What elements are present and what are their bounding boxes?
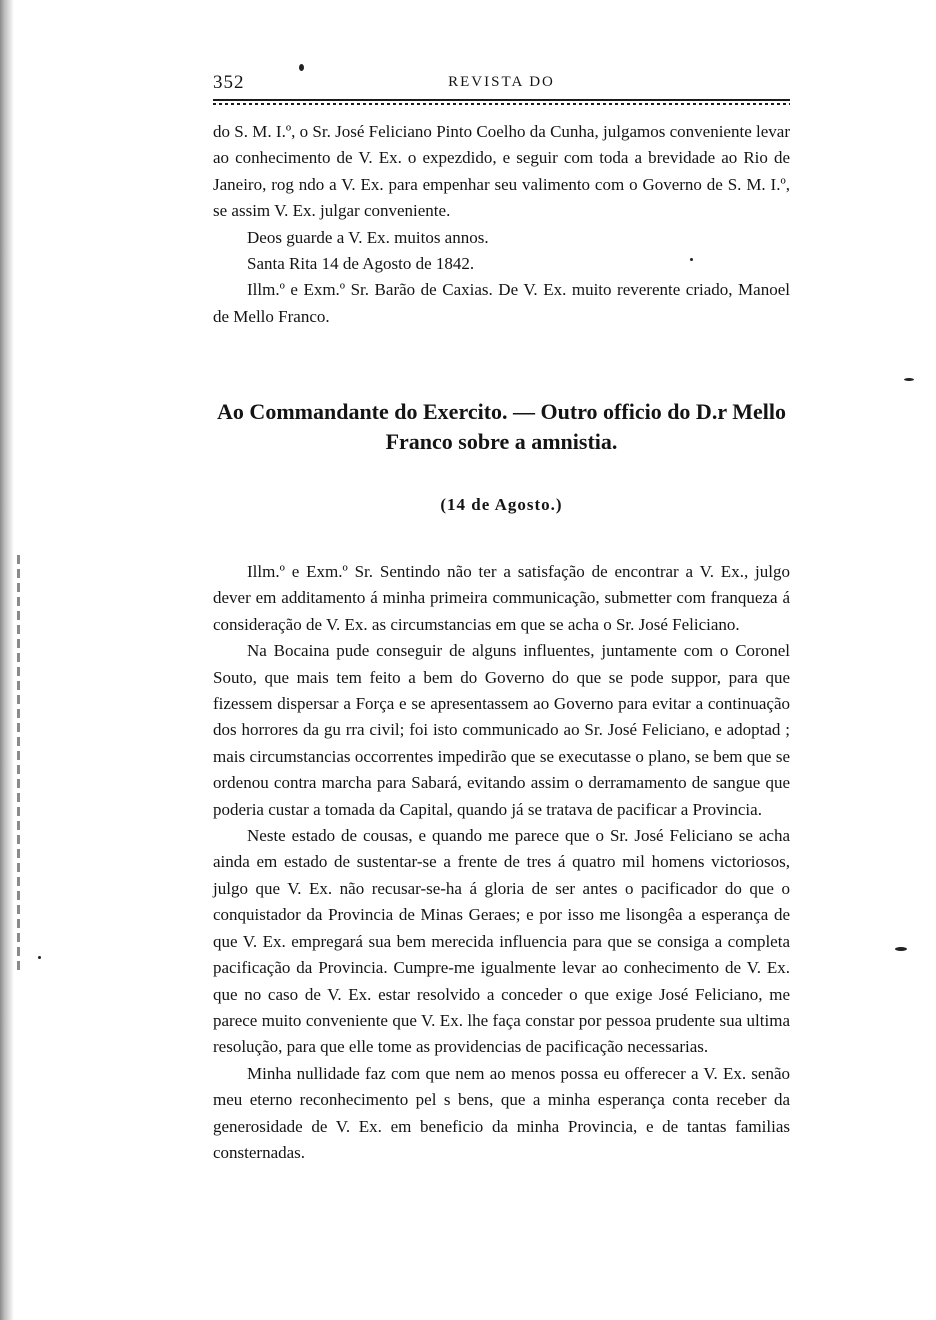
ink-speck [904, 378, 914, 381]
ink-speck [38, 956, 41, 959]
letter-continuation [213, 119, 790, 330]
running-title: REVISTA DO [448, 74, 555, 90]
header-rule [213, 99, 790, 104]
ink-speck [895, 947, 907, 951]
closing-signature: Illm.º e Exm.º Sr. Barão de Caxias. De V. Ex. muito reverente criado, Manoel de Mello Franco. [213, 280, 790, 326]
body-paragraph: Illm.º e Exm.º Sr. Sentindo não ter a satisfação de encontrar a V. Ex., julgo dever em additamento á minha primeira communicação, submetter com franqueza á consideração de V. Ex. as circumstancias em que se acha o Sr. José Feliciano. [213, 562, 790, 634]
letter-body [213, 559, 790, 1166]
page-binding-shadow [0, 0, 16, 1320]
binding-stitch-marks [17, 555, 20, 975]
body-paragraph: Neste estado de cousas, e quando me parece que o Sr. José Feliciano se acha ainda em estado de sustentar-se a frente de tres á quatro mil homens victoriosos, julgo que V. Ex. não recusar-se-ha á gloria de ser antes o pacificador do que o conquistador da Provincia de Minas Geraes; e por isso me lisongêa a esperança de que V. Ex. empregará sua bem merecida influencia para que se consiga a completa pacificação da Provincia. Cumpre-me igualmente levar ao conhecimento de V. Ex. que no caso de V. Ex. estar resolvido a conceder o que exige José Feliciano, me parece muito conveniente que V. Ex. lhe faça constar por pessoa prudente sua ultima resolução, para que elle tome as providencias de pacificação necessarias. [213, 826, 790, 1057]
page-header [213, 72, 790, 94]
body-paragraph: Minha nullidade faz com que nem ao menos possa eu offerecer a V. Ex. senão meu eterno reconhecimento pel s bens, que a minha esperança conta receber da generosidade de V. Ex. em beneficio da minha Provincia, e de tantas familias consternadas. [213, 1063, 790, 1162]
closing-place-date: Santa Rita 14 de Agosto de 1842. [247, 254, 475, 274]
ink-speck [299, 64, 304, 71]
continuation-paragraph: do S. M. I.º, o Sr. José Feliciano Pinto Coelho da Cunha, julgamos conveniente levar ao conhecimento de V. Ex. o expezdido, e seguir com toda a brevidade ao Rio de Janeiro, rog ndo a V. Ex. para empenhar seu valimento com o Governo de S. M. I.º, se assim V. Ex. julgar conveniente. [213, 122, 790, 221]
section-date: (14 de Agosto.) [440, 495, 563, 514]
section-title: Ao Commandante do Exercito. — Outro officio do D.r Mello Franco sobre a amnistia. [217, 399, 786, 454]
page-number: 352 [213, 72, 245, 93]
closing-salutation: Deos guarde a V. Ex. muitos annos. [247, 227, 489, 247]
body-paragraph: Na Bocaina pude conseguir de alguns influentes, juntamente com o Coronel Souto, que mais tem feito a bem do Governo do que se pode suppor, para que fizessem dispersar a Força e se apresentassem ao Governo para evitar a continuação dos horrores da gu rra civil; foi isto communicado ao Sr. José Feliciano, e adoptad ; mais circumstancias occorrentes impedirão que se executasse o plano, se bem que se ordenou contra marcha para Sabará, evitando assim o derramamento de sangue que poderia custar a tomada da Capital, quando já se tratava de pacificar a Provincia. [213, 641, 790, 819]
